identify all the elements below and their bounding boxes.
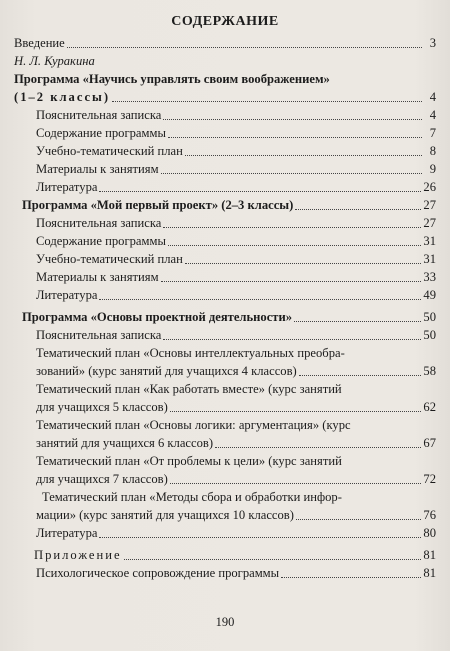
dot-leader [161,161,422,174]
toc-entry-title: мации» (курс занятий для учащихся 10 классов) [36,508,294,522]
dot-leader [296,507,421,520]
toc-entry-page: 26 [423,180,436,194]
dot-leader [170,471,422,484]
toc-entry-page: 49 [423,288,436,302]
toc-entry-title: для учащихся 5 классов) [36,400,168,414]
toc-entry [14,124,436,142]
toc-entry-page: 50 [423,310,436,324]
toc-entry-page: 80 [423,526,436,540]
toc-entry-title: (1–2 классы) [14,90,111,104]
toc-entry-page: 9 [429,162,436,176]
toc-entry-introduction [14,34,436,52]
toc-entry-page: 27 [423,198,436,212]
toc-entry-line1: Тематический план «Основы логики: аргументация» (курс [36,418,351,432]
toc-appendix [14,546,436,564]
dot-leader [281,565,421,578]
toc-entry-title: Литература [36,180,98,194]
toc-entry-title: Учебно-тематический план [36,144,183,158]
toc-entry [14,326,436,344]
dot-leader [99,287,421,300]
toc-entry-title: Программа «Мой первый проект» (2–3 классы) [22,198,294,212]
toc-entry-title: Пояснительная записка [36,108,162,122]
toc-entry-title: для учащихся 7 классов) [36,472,168,486]
toc-entry [14,142,436,160]
toc-entry-line1: Тематический план «Основы интеллектуальных преобра- [36,346,345,360]
toc-entry-page: 81 [423,566,436,580]
toc-entry-title: Содержание программы [36,234,166,248]
toc-entry [14,250,436,268]
toc-entry-title: Материалы к занятиям [36,270,159,284]
toc-program-1-title: Программа «Научись управлять своим воображением» [14,72,330,86]
dot-leader [163,107,422,120]
dot-leader [215,435,421,448]
dot-leader [163,215,421,228]
toc-entry-page: 27 [423,216,436,230]
dot-leader [299,363,422,376]
dot-leader [163,327,421,340]
toc-entry-line1: Тематический план «Как работать вместе» (курс занятий [36,382,342,396]
toc-program-3 [14,308,436,326]
dot-leader [112,89,422,102]
dot-leader [67,35,422,48]
toc-entry-page: 50 [423,328,436,342]
toc-entry-title: зований» (курс занятий для учащихся 4 классов) [36,364,297,378]
toc-author: Н. Л. Куракина [14,54,95,68]
table-of-contents [14,34,436,582]
dot-leader [168,233,421,246]
toc-entry-page: 7 [429,126,436,140]
toc-entry [14,524,436,542]
toc-entry-title: Приложение [34,548,122,562]
toc-entry-title: Пояснительная записка [36,216,162,230]
toc-entry-page: 67 [423,436,436,450]
toc-entry [14,434,436,452]
toc-entry-title: Введение [14,36,65,50]
dot-leader [294,309,421,322]
toc-program-1-grades [14,88,436,106]
toc-heading: СОДЕРЖАНИЕ [171,14,279,29]
dot-leader [124,547,422,560]
toc-entry-page: 31 [423,234,436,248]
toc-entry [14,268,436,286]
toc-entry-title: Содержание программы [36,126,166,140]
toc-entry-line1: Тематический план «Методы сбора и обработки инфор- [42,490,342,504]
toc-entry-page: 4 [429,108,436,122]
toc-entry [14,470,436,488]
toc-entry-page: 33 [423,270,436,284]
toc-entry-title: Литература [36,288,98,302]
toc-entry [14,214,436,232]
toc-entry-title: Материалы к занятиям [36,162,159,176]
toc-entry-page: 62 [423,400,436,414]
page-number: 190 [215,615,235,629]
toc-entry [14,362,436,380]
toc-entry [14,286,436,304]
toc-entry-title: Литература [36,526,98,540]
toc-entry [14,506,436,524]
toc-entry-title: занятий для учащихся 6 классов) [36,436,214,450]
toc-entry-page: 3 [429,36,436,50]
dot-leader [170,399,422,412]
toc-entry-page: 76 [423,508,436,522]
toc-entry [14,106,436,124]
dot-leader [99,179,421,192]
dot-leader [295,197,421,210]
toc-program-2 [14,196,436,214]
dot-leader [161,269,422,282]
toc-entry-page: 31 [423,252,436,266]
toc-entry-title: Психологическое сопровождение программы [36,566,280,580]
toc-entry-page: 58 [423,364,436,378]
toc-entry [14,398,436,416]
toc-entry [14,178,436,196]
dot-leader [99,525,421,538]
dot-leader [185,251,422,264]
toc-entry-page: 72 [423,472,436,486]
dot-leader [185,143,422,156]
toc-entry-title: Программа «Основы проектной деятельности» [22,310,293,324]
toc-entry [14,564,436,582]
toc-entry-title: Учебно-тематический план [36,252,183,266]
toc-entry [14,160,436,178]
toc-entry-page: 4 [429,90,436,104]
toc-entry-page: 8 [429,144,436,158]
toc-entry-line1: Тематический план «От проблемы к цели» (курс занятий [36,454,342,468]
dot-leader [168,125,422,138]
toc-entry [14,232,436,250]
toc-entry-title: Пояснительная записка [36,328,162,342]
toc-entry-page: 81 [423,548,436,562]
